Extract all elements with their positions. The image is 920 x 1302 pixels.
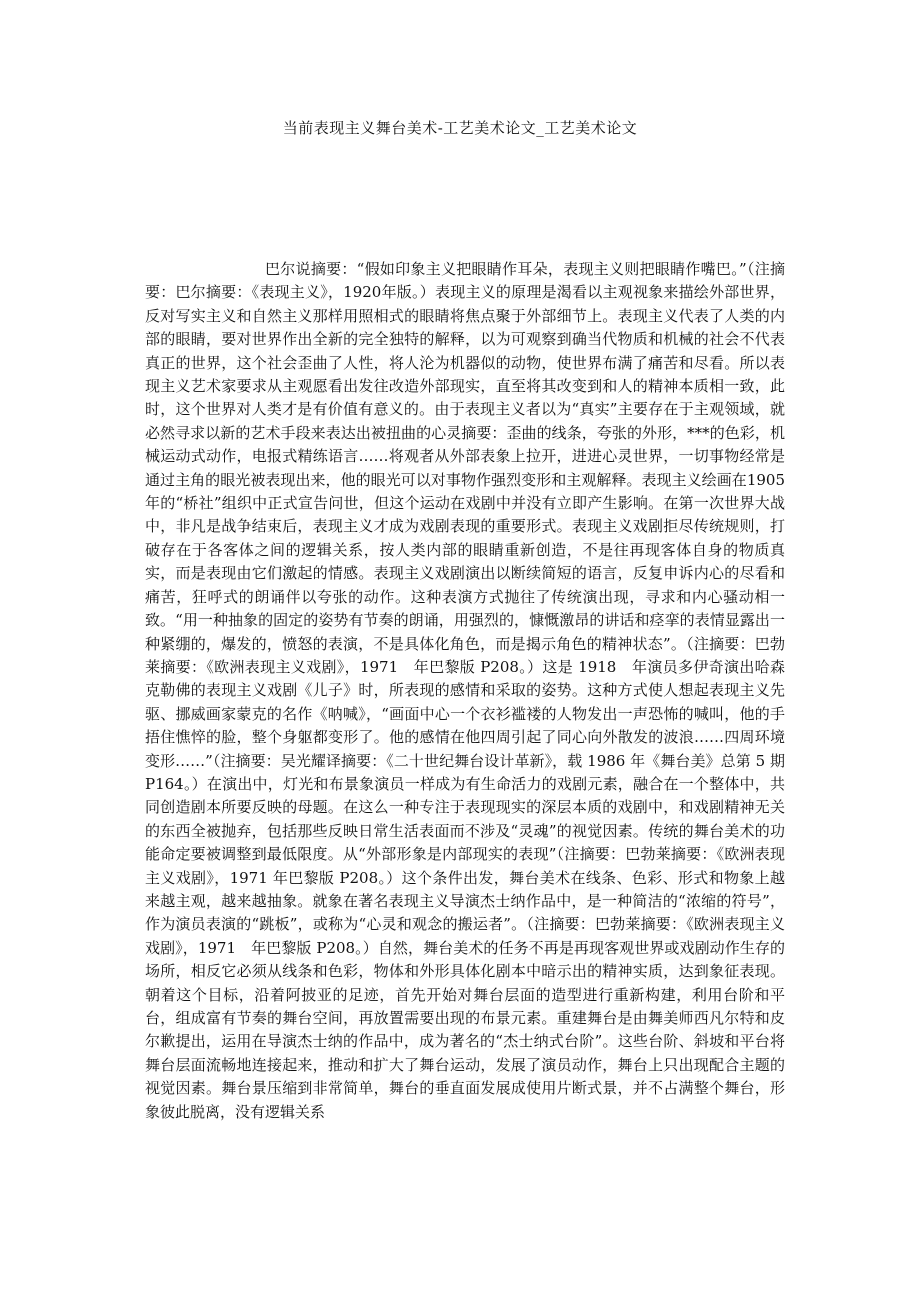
document-body-paragraph: 巴尔说摘要：“假如印象主义把眼睛作耳朵，表现主义则把眼睛作嘴巴。”（注摘要：巴尔摘要：《表现主义》，1920年版。）表现主义的原理是渴看以主观视象来描绘外部世界，反对写实主义和自然主义那样用照相式的眼睛将焦点聚于外部细节上。表现主义代表了人类的内部的眼睛，要对世界作出全新的完全独特的解释，以为可观察到确当代物质和机械的社会不代表真正的世界，这个社会歪曲了人性，将人沦为机器似的动物，使世界布满了痛苦和尽看。所以表现主义艺术家要求从主观愿看出发往改造外部现实，直至将其改变到和人的精神本质相一致，此时，这个世界对人类才是有价值有意义的。由于表现主义者以为“真实”主要存在于主观领域，就必然寻求以新的艺术手段来表达出被扭曲的心灵摘要：歪曲的线条，夸张的外形，***的色彩，机械运动式动作，电报式精练语言……将观者从外部表象上拉开，进进心灵世界，一切事物经常是通过主角的眼光被表现出来，他的眼光可以对事物作强烈变形和主观解释。表现主义绘画在1905年的“桥社”组织中正式宣告问世，但这个运动在戏剧中并没有立即产生影响。在第一次世界大战中，非凡是战争结束后，表现主义才成为戏剧表现的重要形式。表现主义戏剧拒尽传统规则，打破存在于各客体之间的逻辑关系，按人类内部的眼睛重新创造，不是往再现客体自身的物质真实，而是表现由它们激起的情感。表现主义戏剧演出以断续简短的语言，反复申诉内心的尽看和痛苦，狂呼式的朗诵伴以夸张的动作。这种表演方式抛往了传统演出现，寻求和内心骚动相一致。“用一种抽象的固定的姿势有节奏的朗诵，用强烈的，慷慨激昂的讲话和痉挛的表情显露出一种紧绷的，爆发的，愤怒的表演，不是具体化角色，而是揭示角色的精神状态”。（注摘要：巴勃莱摘要：《欧洲表现主义戏剧》，1971 年巴黎版 P208。）这是 1918 年演员多伊奇演出哈森克勒佛的表现主义戏剧《儿子》时，所表现的感情和采取的姿势。这种方式使人想起表现主义先驱、挪威画家蒙克的名作《呐喊》，“画面中心一个衣衫褴褛的人物发出一声恐怖的喊叫，他的手捂住憔悴的脸，整个身躯都变形了。他的感情在他四周引起了同心向外散发的波浪……四周环境变形……”（注摘要：吴光耀译摘要：《二十世纪舞台设计革新》，载 1986 年《舞台美》总第 5 期 P164。）在演出中，灯光和布景象演员一样成为有生命活力的戏剧元素，融合在一个整体中，共同创造剧本所要反映的母题。在这么一种专注于表现现实的深层本质的戏剧中，和戏剧精神无关的东西全被抛弃，包括那些反映日常生活表面而不涉及“灵魂”的视觉因素。传统的舞台美术的功能命定要被调整到最低限度。从“外部形象是内部现实的表现”（注摘要：巴勃莱摘要：《欧洲表现主义戏剧》，1971 年巴黎版 P208。）这个条件出发，舞台美术在线条、色彩、形式和物象上越来越主观，越来越抽象。就象在著名表现主义导演杰士纳作品中，是一种简洁的“浓缩的符号”，作为演员表演的“跳板”，或称为“心灵和观念的搬运者”。（注摘要：巴勃莱摘要：《欧洲表现主义戏剧》，1971 年巴黎版 P208。）自然，舞台美术的任务不再是再现客观世界或戏剧动作生存的场所，相反它必须从线条和色彩，物体和外形具体化剧本中暗示出的精神实质，达到象征表现。朝着这个目标，沿着阿披亚的足迹，首先开始对舞台层面的造型进行重新构建，利用台阶和平台，组成富有节奏的舞台空间，再放置需要出现的布景元素。重建舞台是由舞美师西凡尔特和皮尔歉提出，运用在导演杰士纳的作品中，成为著名的“杰士纳式台阶”。这些台阶、斜坡和平台将舞台层面流畅地连接起来，推动和扩大了舞台运动，发展了演员动作，舞台上只出现配合主题的视觉因素。舞台景压缩到非常简单，舞台的垂直面发展成使用片断式景，并不占满整个舞台，形象彼此脱离，没有逻辑关系 bbox=[145, 260, 785, 1121]
document-title: 当前表现主义舞台美术-工艺美术论文_工艺美术论文 bbox=[282, 119, 638, 137]
